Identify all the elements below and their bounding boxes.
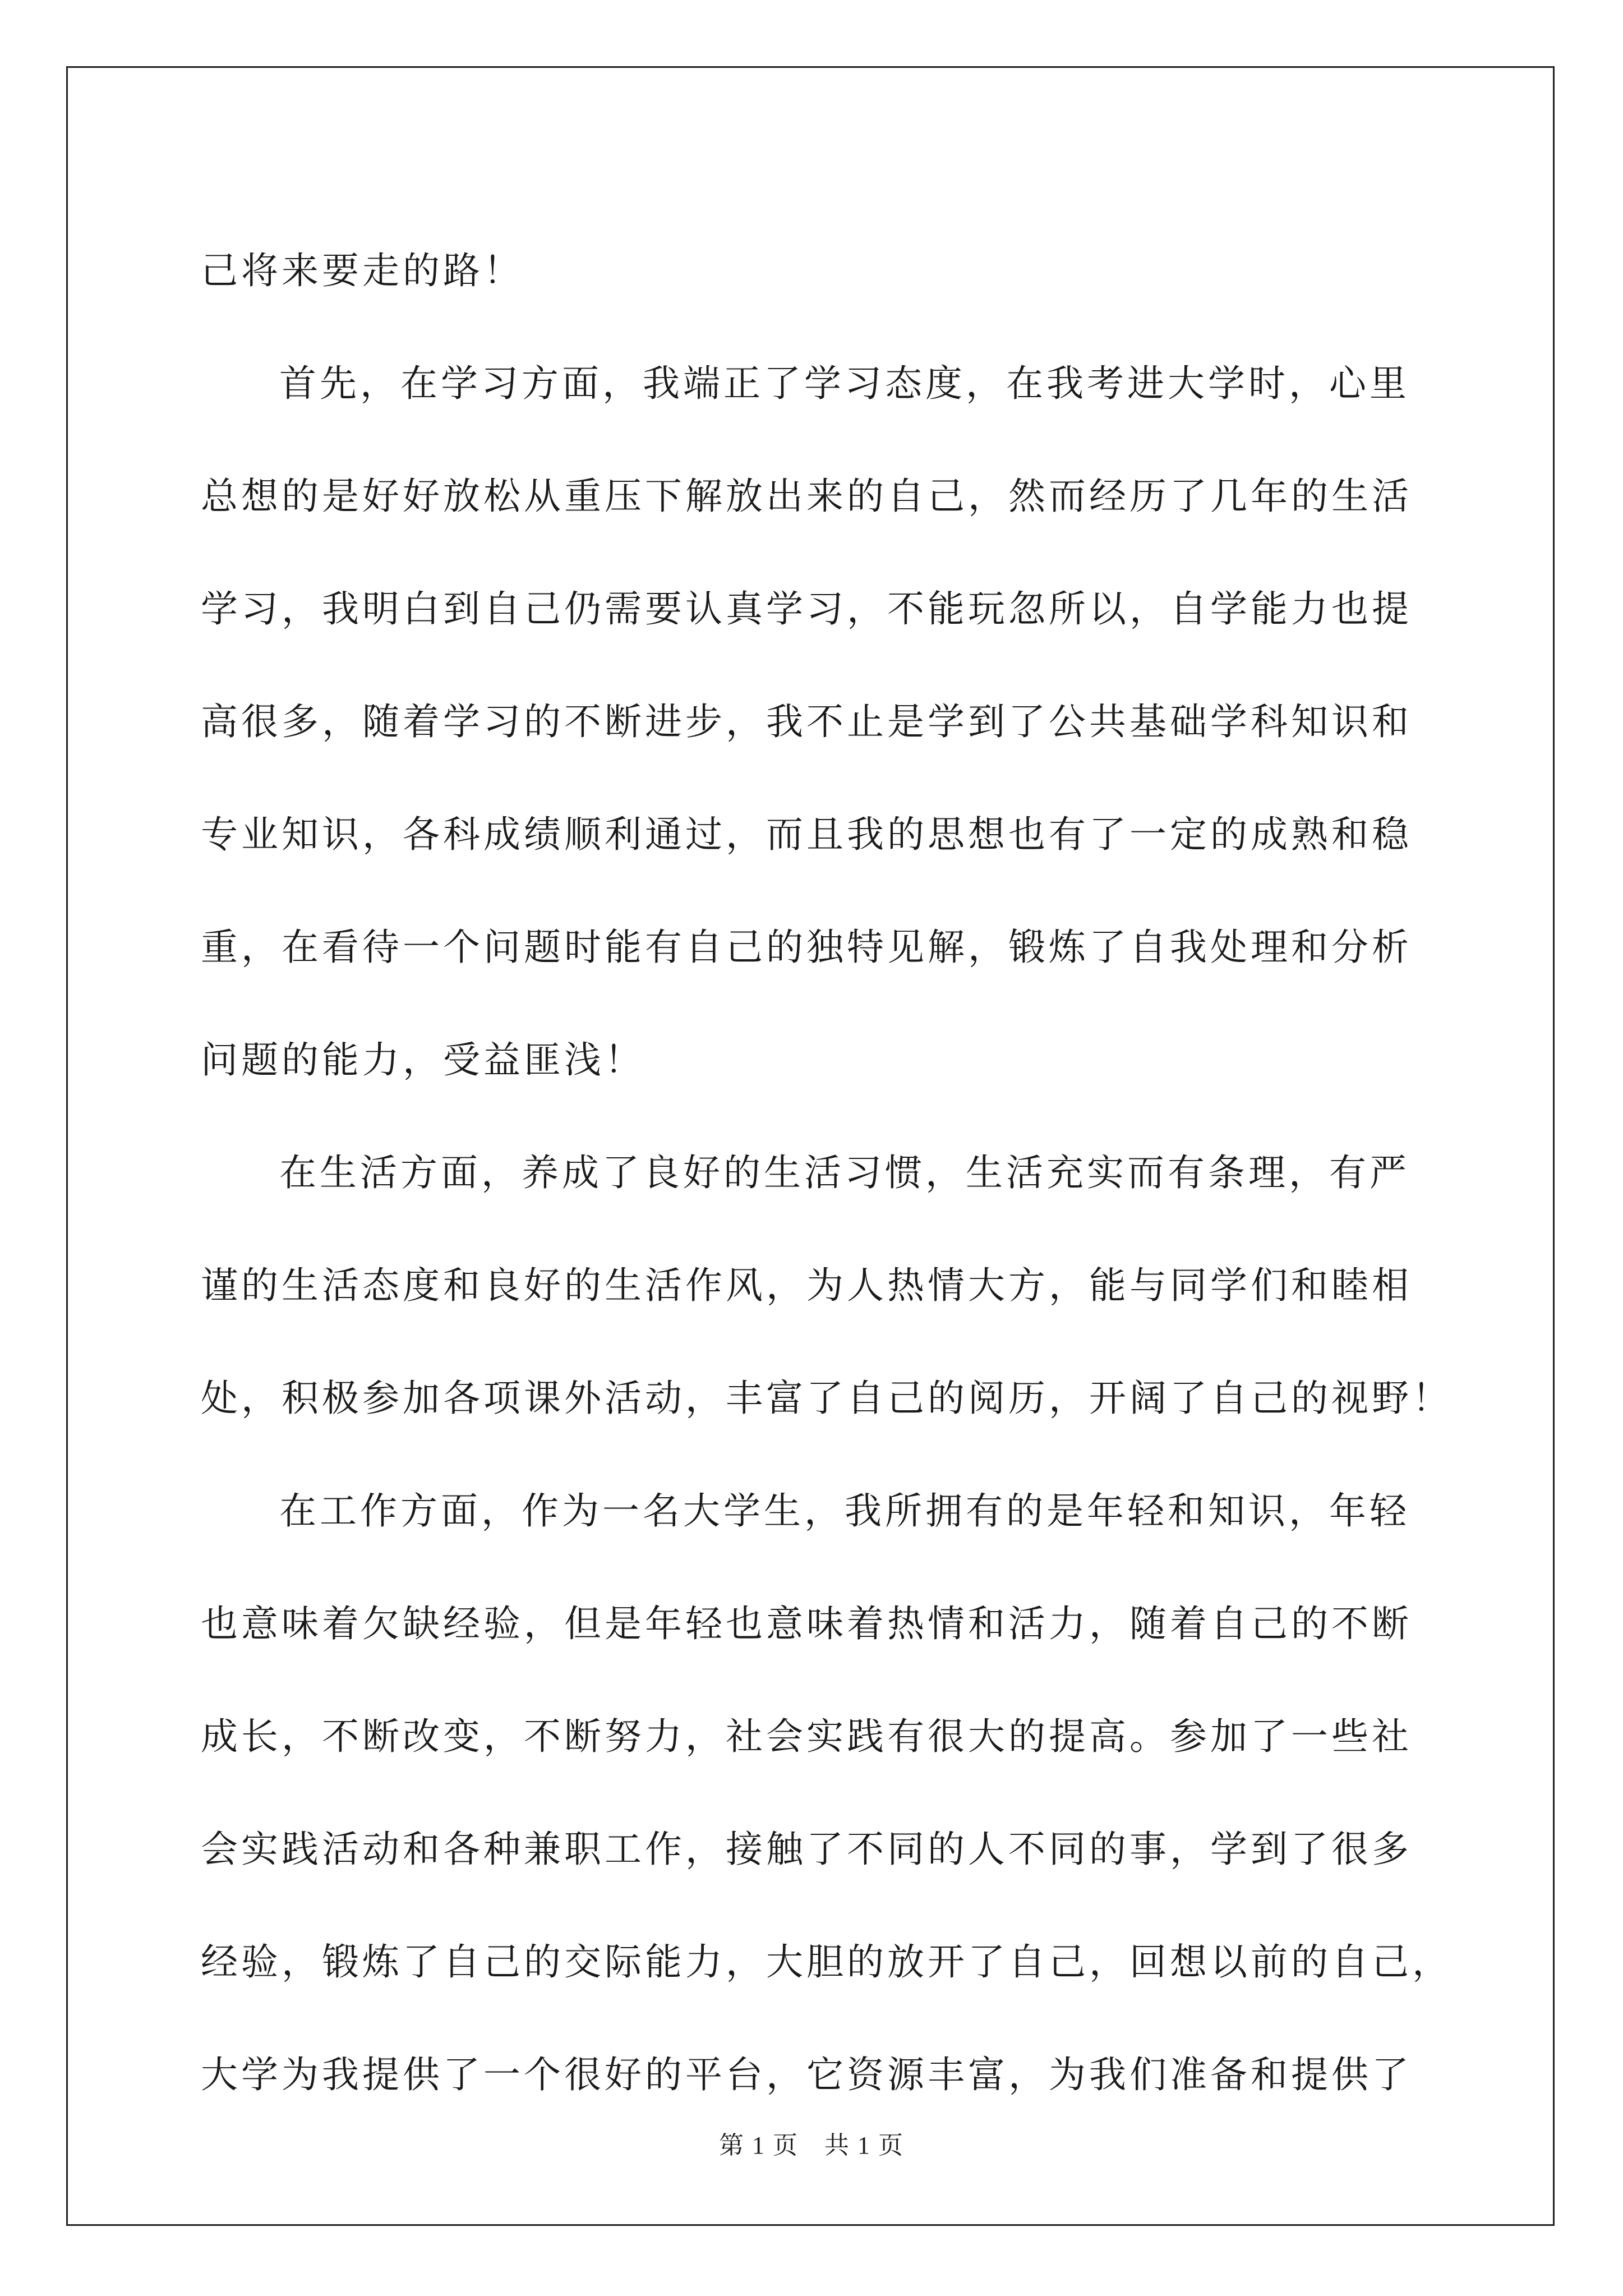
text-line: 在工作方面，作为一名大学生，我所拥有的是年轻和知识，年轻 bbox=[279, 1489, 1410, 1533]
text-line: 首先，在学习方面，我端正了学习态度，在我考进大学时，心里 bbox=[279, 362, 1410, 405]
document-body bbox=[201, 214, 1453, 2131]
page-number-footer: 第 1 页 共 1 页 bbox=[719, 2132, 904, 2159]
text-line: 会实践活动和各种兼职工作，接触了不同的人不同的事，学到了很多 bbox=[201, 1828, 1412, 1871]
text-line: 高很多，随着学习的不断进步，我不止是学到了公共基础学科知识和 bbox=[201, 700, 1412, 743]
text-line: 大学为我提供了一个很好的平台，它资源丰富，为我们准备和提供了 bbox=[201, 2053, 1412, 2096]
text-line: 也意味着欠缺经验，但是年轻也意味着热情和活力，随着自己的不断 bbox=[201, 1602, 1412, 1645]
text-line: 问题的能力，受益匪浅！ bbox=[201, 1038, 645, 1082]
text-line: 重，在看待一个问题时能有自己的独特见解，锻炼了自我处理和分析 bbox=[201, 926, 1412, 969]
text-line: 己将来要走的路！ bbox=[201, 249, 524, 292]
text-line: 专业知识，各科成绩顺利通过，而且我的思想也有了一定的成熟和稳 bbox=[201, 813, 1412, 856]
text-line: 在生活方面，养成了良好的生活习惯，生活充实而有条理，有严 bbox=[279, 1151, 1410, 1194]
text-line: 经验，锻炼了自己的交际能力，大胆的放开了自己，回想以前的自己， bbox=[201, 1940, 1453, 1984]
text-line: 学习，我明白到自己仍需要认真学习，不能玩忽所以，自学能力也提 bbox=[201, 587, 1412, 631]
text-line: 成长，不断改变，不断努力，社会实践有很大的提高。参加了一些社 bbox=[201, 1715, 1412, 1758]
text-line: 处，积极参加各项课外活动，丰富了自己的阅历，开阔了自己的视野！ bbox=[201, 1377, 1453, 1420]
text-line: 谨的生活态度和良好的生活作风，为人热情大方，能与同学们和睦相 bbox=[201, 1264, 1412, 1307]
text-line: 总想的是好好放松从重压下解放出来的自己，然而经历了几年的生活 bbox=[201, 475, 1412, 518]
